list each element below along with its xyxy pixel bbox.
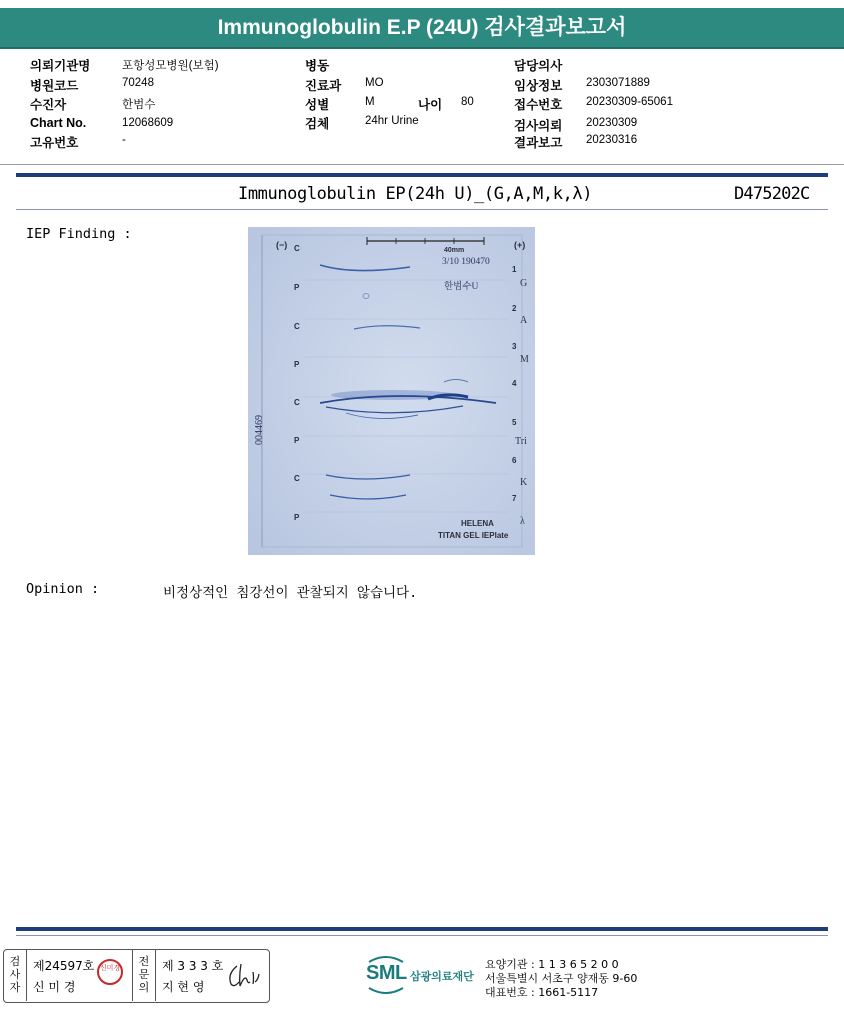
test-name-divider	[16, 209, 828, 210]
gel-scale-label: 40mm	[444, 247, 465, 254]
opinion-text: 비정상적인 침강선이 관찰되지 않습니다.	[163, 585, 418, 601]
row-letter-c1: C	[294, 244, 300, 253]
iep-finding-label: IEP Finding :	[26, 226, 132, 242]
gel-brand-titan: TITAN GEL IEPlate	[438, 531, 509, 540]
organization-phone: 대표번호 : 1661-5117	[485, 986, 599, 999]
row-letter-c2: C	[294, 322, 300, 331]
test-name: Immunoglobulin EP(24h U)_(G,A,M,k,λ)	[238, 184, 593, 204]
antiserum-m: M	[520, 354, 529, 365]
row-letter-p3: P	[294, 436, 300, 445]
lane-number-7: 7	[512, 494, 517, 503]
examiner-name: 신 미 경	[33, 980, 76, 994]
chart-no-label: Chart No.	[30, 116, 87, 130]
doctor-label: 담당의사	[514, 59, 563, 73]
unique-no-label: 고유번호	[30, 136, 79, 150]
request-date-value: 20230309	[586, 117, 638, 129]
lane-number-6: 6	[512, 456, 517, 465]
specialist-char-1: 전	[138, 955, 150, 968]
opinion-label: Opinion :	[26, 581, 100, 597]
lane-number-3: 3	[512, 342, 517, 351]
requester-label: 의뢰기관명	[30, 59, 91, 73]
examiner-char-2: 사	[9, 968, 21, 981]
footer-thin-rule	[16, 935, 828, 936]
unique-no-value: -	[122, 134, 126, 146]
gel-side-number: 004469	[254, 415, 265, 445]
patient-label: 수진자	[30, 98, 67, 112]
clinical-info-value: 2303071889	[586, 77, 650, 89]
report-date-label: 결과보고	[514, 136, 563, 150]
ward-label: 병동	[305, 59, 330, 73]
lane-number-2: 2	[512, 304, 517, 313]
examiner-number: 제24597호	[33, 959, 95, 973]
signature-divider-2	[132, 949, 133, 1001]
antiserum-tri: Tri	[515, 436, 527, 447]
row-letter-p4: P	[294, 513, 300, 522]
row-letter-p2: P	[294, 360, 300, 369]
examiner-char-1: 검	[9, 955, 21, 968]
antiserum-kappa: K	[520, 477, 528, 488]
header-divider	[0, 164, 844, 165]
organization-address: 서울특별시 서초구 양재동 9-60	[485, 972, 638, 985]
sex-value: M	[365, 96, 375, 108]
department-value: MO	[365, 77, 384, 89]
row-letter-c3: C	[294, 398, 300, 407]
specialist-number: 제 3 3 3 호	[162, 959, 224, 973]
signature-divider-1	[26, 949, 27, 1001]
age-label: 나이	[418, 98, 443, 112]
gel-plate-svg	[248, 227, 535, 555]
department-label: 진료과	[305, 79, 342, 93]
patient-value: 한범수	[122, 99, 156, 111]
organization-name: 삼광의료재단	[410, 970, 474, 983]
hospital-code-label: 병원코드	[30, 79, 79, 93]
antiserum-a: A	[520, 315, 528, 326]
row-letter-c4: C	[294, 474, 300, 483]
specialist-signature-icon	[225, 960, 261, 992]
examiner-seal-stamp: 신미경	[97, 959, 123, 985]
sex-label: 성별	[305, 98, 330, 112]
specialist-char-2: 문	[138, 968, 150, 981]
iep-gel-image	[248, 227, 535, 555]
gel-brand-helena: HELENA	[461, 519, 494, 528]
antiserum-lambda: λ	[520, 516, 525, 527]
report-title: Immunoglobulin E.P (24U) 검사결과보고서	[217, 16, 627, 39]
specialist-char-3: 의	[138, 981, 150, 994]
lane-number-1: 1	[512, 265, 517, 274]
row-letter-p1: P	[294, 283, 300, 292]
gel-patient-handwriting: 한범수U	[444, 282, 479, 292]
request-date-label: 검사의뢰	[514, 119, 563, 133]
receipt-no-value: 20230309-65061	[586, 96, 673, 108]
chart-no-value: 12068609	[122, 117, 174, 129]
lane-number-4: 4	[512, 379, 517, 388]
signature-divider-3	[155, 949, 156, 1001]
hospital-code-value: 70248	[122, 77, 154, 89]
clinical-info-label: 임상정보	[514, 79, 563, 93]
report-date-value: 20230316	[586, 134, 638, 146]
receipt-no-label: 접수번호	[514, 98, 563, 112]
specialist-name: 지 현 영	[162, 980, 205, 994]
test-code: D475202C	[734, 184, 810, 204]
organization-code: 요양기관 : 1 1 3 6 5 2 0 0	[485, 958, 619, 971]
examiner-vertical-label	[8, 955, 22, 994]
specimen-value: 24hr Urine	[365, 115, 419, 127]
specialist-vertical-label	[137, 955, 151, 994]
lane-number-5: 5	[512, 418, 517, 427]
age-value: 80	[461, 96, 474, 108]
section-rule-bottom	[16, 927, 828, 931]
specimen-label: 검체	[305, 117, 330, 131]
gel-minus-sign: (−)	[276, 240, 288, 250]
antiserum-g: G	[520, 278, 528, 289]
sml-logo-text: SML	[366, 962, 407, 984]
gel-date-id: 3/10 190470	[442, 257, 490, 267]
examiner-char-3: 자	[9, 981, 21, 994]
requester-value: 포항성모병원(보험)	[122, 60, 219, 72]
gel-plus-sign: (+)	[514, 240, 526, 250]
section-rule-top	[16, 173, 828, 177]
